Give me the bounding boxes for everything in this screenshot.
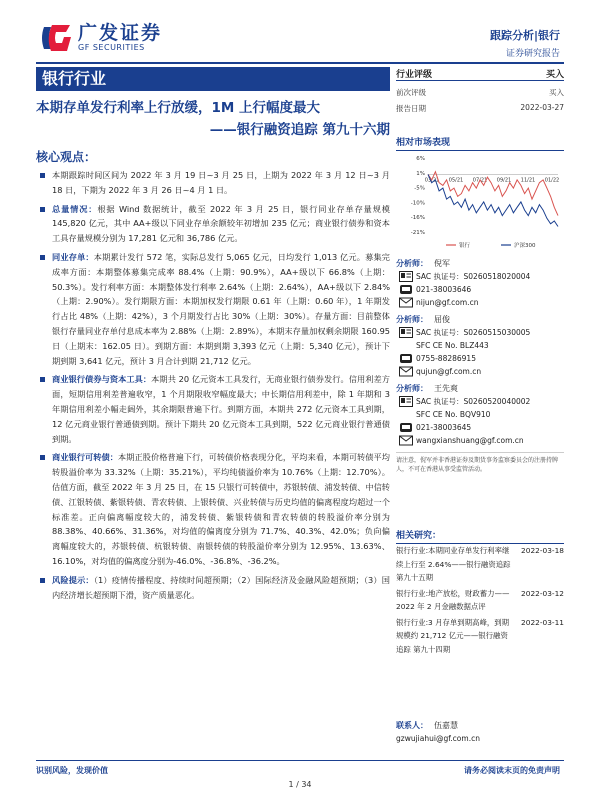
y-tick-label: -10% xyxy=(410,200,425,207)
bullet-item: 总量情况：根据 Wind 数据统计，截至 2022 年 3 月 25 日，银行同业存单存量规模 145,820 亿元，其中 AA+级以下同业存单余额较年初增加 235 亿元；商业银行债券和资本工具存量规模分别为 17,281 亿元和 36,786 亿元。 xyxy=(36,202,390,246)
email-line: nijun@gf.com.cn xyxy=(396,296,564,309)
chart-title: 相对市场表现 xyxy=(396,135,564,151)
logo-cn-text: 广发证券 xyxy=(78,22,163,44)
phone-icon xyxy=(399,422,413,433)
x-tick-label: 07/21 xyxy=(472,177,488,184)
analyst-name: 屈俊 xyxy=(434,314,450,324)
email-line: wangxianshuang@gf.com.cn xyxy=(396,434,564,447)
analyst-row: 分析师： 屈俊 xyxy=(396,314,450,324)
y-tick-label: -21% xyxy=(410,230,425,236)
phone-line: 021-38003645 xyxy=(396,421,564,434)
analyst-name: 倪军 xyxy=(434,258,450,268)
related-item[interactable]: 银行行业:本期同业存单发行利率继续上行至 2.64%——银行融资追踪 第九十五期 2022-03-18 xyxy=(396,546,564,582)
bullet-item: 风险提示：（1）疫情传播程度、持续时间超预期；（2）国际经济及金融风险超预期；（3）国内经济增长超预期下滑，资产质量恶化。 xyxy=(36,573,390,603)
report-type: 跟踪分析|银行 xyxy=(489,29,560,42)
y-tick-label: -5% xyxy=(414,185,425,192)
email-line: qujun@gf.com.cn xyxy=(396,365,564,378)
sfc-line: SFC CE No. BLZ443 xyxy=(416,341,489,350)
analyst-row: 分析师： 倪军 xyxy=(396,258,450,268)
id-card-icon xyxy=(399,327,413,338)
contact-email[interactable]: gzwujiahui@gf.com.cn xyxy=(396,734,480,743)
x-tick-label: 03/21 xyxy=(424,177,440,184)
rating-value: 买入 xyxy=(545,70,564,80)
analyst-name: 王先爽 xyxy=(434,383,458,393)
legend-label: 沪深300 xyxy=(514,243,536,249)
analyst-row: 分析师： 王先爽 xyxy=(396,383,458,393)
prev-rating-row: 前次评级 买入 xyxy=(396,88,564,97)
bullet-item: 商业银行债券与资本工具：本期共 20 亿元资本工具发行，无商业银行债券发行。信用利差方面，短期信用利差普遍收窄，1 个月期限收窄幅度最大；中长期信用利差中，除 1 年期和 3 年期信用利差小幅走阔外，其余期限普遍下行。到期方面，本期共 272 亿元资本工具到期，12 亿元商业银行普通债到期。预计下期共 20 亿元资本工具到期，522 亿元商业银行普通债到期。 xyxy=(36,372,390,446)
x-tick-label: 05/21 xyxy=(448,177,464,184)
phone-icon xyxy=(399,353,413,364)
header-divider xyxy=(36,62,564,64)
y-tick-label: 6% xyxy=(416,156,425,162)
related-list xyxy=(396,544,564,656)
email-icon xyxy=(399,366,413,377)
y-tick-label: 1% xyxy=(416,170,425,177)
relative-performance-chart xyxy=(396,152,564,252)
related-title: 相关研究： xyxy=(396,528,564,544)
phone-line: 0755-88286915 xyxy=(396,352,564,365)
related-item[interactable]: 银行行业:3 月存单到期高峰，到期规模约 21,712 亿元——银行融资追踪 第九十四期 2022-03-11 xyxy=(396,617,564,654)
footer-disclaimer: 请务必阅读末页的免责声明 xyxy=(464,766,560,775)
contact-name: 伍嘉慧 xyxy=(434,720,458,730)
report-subtype: 证券研究报告 xyxy=(505,49,560,59)
headline-sub: ——银行融资追踪 第九十六期 xyxy=(209,122,390,138)
phone-icon xyxy=(399,284,413,295)
sac-line: SAC 执证号：S0260515030005 xyxy=(396,326,564,339)
headline-main: 本期存单发行利率上行放缓，1M 上行幅度最大 xyxy=(36,100,321,116)
phone-line: 021-38003646 xyxy=(396,283,564,296)
y-tick-label: -16% xyxy=(410,215,425,222)
x-tick-label: 01/22 xyxy=(544,177,560,184)
core-views-list xyxy=(36,168,390,606)
disclaimer-note: 请注意，倪军并非香港证券及期货事务监察委员会的注册持牌人，不可在香港从事受监管活动。 xyxy=(396,452,564,474)
id-card-icon xyxy=(399,396,413,407)
report-date-row: 报告日期 2022-03-27 xyxy=(396,103,564,113)
bullet-item: 本期跟踪时间区间为 2022 年 3 月 19 日~3 月 25 日，上期为 2022 年 3 月 12 日~3 月 18 日，下期为 2022 年 3 月 26 日~4 月 1 日。 xyxy=(36,168,390,198)
legend-label: 银行 xyxy=(459,243,471,249)
core-views-title: 核心观点： xyxy=(36,150,97,164)
gf-logo-icon xyxy=(38,21,74,55)
x-tick-label: 11/21 xyxy=(520,177,536,184)
footer-divider xyxy=(36,760,564,761)
x-tick-label: 09/21 xyxy=(496,177,512,184)
email-icon xyxy=(399,435,413,446)
analysts-block xyxy=(396,256,564,474)
bullet-item: 商业银行可转债：本期正股价格普遍下行，可转债价格表现分化，平均来看，本期可转债平均转股溢价率为 33.32%（上期：35.21%），平均纯债溢价率为 10.76%（上期：12.70%）。估值方面，截至 2022 年 3 月 25 日，在 15 只银行可转债中，苏银转债、浦发转债、中信转债、江银转债、紫银转债、青农转债、上银转债、兴业转债与历史均值的偏离程度均超过一个标准差。正向偏离幅度较大的，浦发转债、紫银转债和青农转债的转股溢价率分别为 88.38%、40.66%、31.36%，对均值的偏离度分别为 71.7%、40.3%、42.0%；负向偏离幅度较大的，苏银转债、杭银转债、南银转债的转股溢价率分别为 12.95%、13.63%、16.10%，对均值的偏离度分别为-46.0%、-36.8%、-36.2%。 xyxy=(36,450,390,568)
page-number: 1 / 34 xyxy=(288,780,312,789)
contact-block: 联系人： 伍嘉慧 gzwujiahui@gf.com.cn xyxy=(396,718,564,743)
related-item[interactable]: 银行行业:地产放松，财政蓄力——2022 年 2 月金融数据点评 2022-03-12 xyxy=(396,588,564,611)
bullet-item: 同业存单：本期累计发行 572 笔，实际总发行 5,065 亿元，日均发行 1,013 亿元。募集完成率方面：本期整体募集完成率 88.4%（上期：90.9%），AA+级以下 66.8%（上期：50.3%）。发行利率方面：本期整体发行利率 2.64%（上期：2.64%），AA+级以下 2.84%（上期：2.90%）。发行期限方面：本期加权发行期限 0.61 年（上期：0.60 年），1 年期发行占比 48%（上期：42%），3 个月期发行占比 30%（上期：30%）。存量方面：目前整体银行存量同业存单付息成本率为 2.88%（上期：2.89%），本期末存量加权剩余期限 160.95 日（上期末：162.05 日）。到期方面：本期到期 3,393 亿元（上期：5,340 亿元），预计下期到期 3,641 亿元，预计 3 月合计到期 21,712 亿元。 xyxy=(36,250,390,368)
footer-slogan: 识别风险，发现价值 xyxy=(36,766,108,775)
company-logo xyxy=(38,20,170,56)
industry-title: 银行行业 xyxy=(36,67,390,91)
rating-header xyxy=(396,67,564,81)
sfc-line: SFC CE No. BQV910 xyxy=(416,410,491,419)
sac-line: SAC 执证号：S0260518020004 xyxy=(396,270,564,283)
sac-line: SAC 执证号：S0260520040002 xyxy=(396,395,564,408)
email-icon xyxy=(399,297,413,308)
rating-label: 行业评级 xyxy=(396,70,433,80)
id-card-icon xyxy=(399,271,413,282)
logo-en-text: GF SECURITIES xyxy=(78,43,145,52)
